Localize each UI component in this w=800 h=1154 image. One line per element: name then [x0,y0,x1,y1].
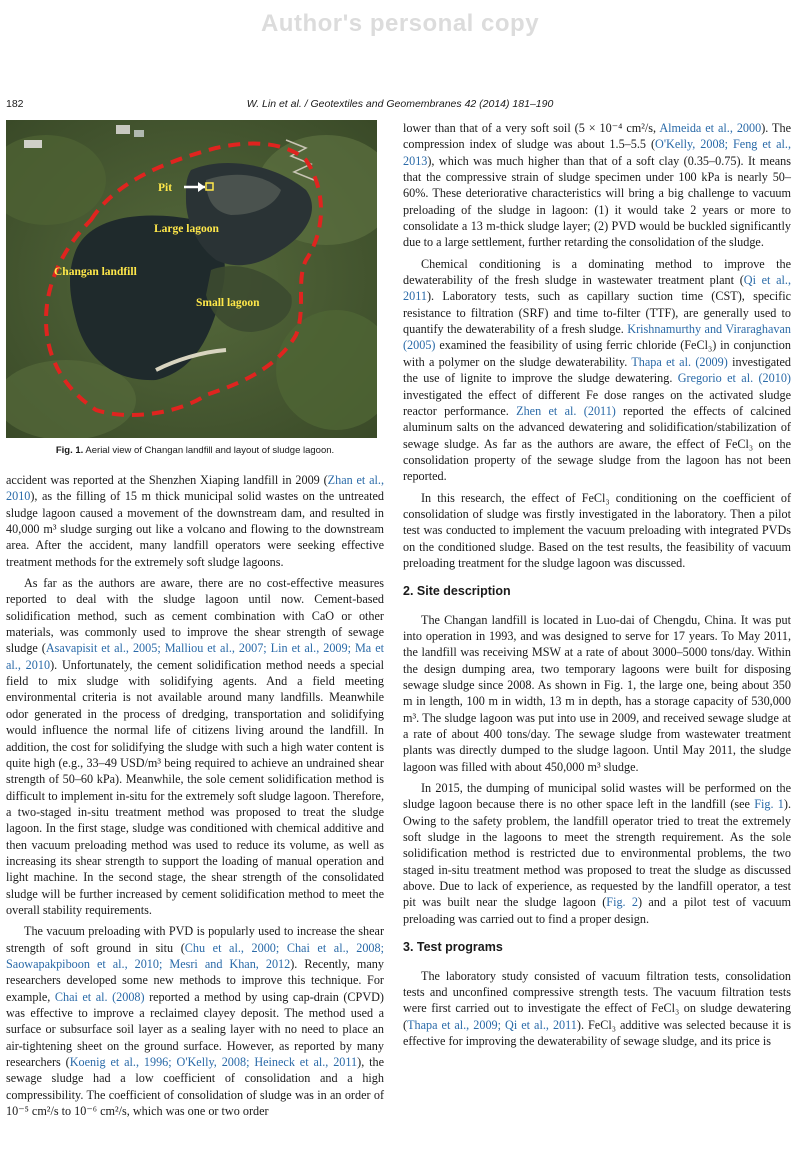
right-column [403,120,791,1054]
paragraph: The vacuum preloading with PVD is popularly used to increase the shear strength of soft ground in situ (Chu et al., 2000; Chai et al., 2008; Saowapakpiboon et al., 2010; Mesri and Khan, 2012). Recently, many researchers developed some new methods to improve this technique. For example, Chai et al. (2008) reported a method by using cap-drain (CPVD) was effective to improve a reclaimed clayey deposit. The method used a surface or subsurface soil layer as a sealing layer with no need to place an air-tightening sheet on the ground surface. However, as reported by many researchers (Koenig et al., 1996; O'Kelly, 2008; Heineck et al., 2011), the sewage sludge had a low coefficient of consolidation and a high compressibility. The coefficient of consolidation of sludge was in an order of 10⁻⁵ cm²/s to 10⁻⁶ cm²/s, which was one or two order [6,924,385,1119]
figure-1 [6,120,384,465]
citation-link[interactable]: Almeida et al., 2000 [659,121,762,135]
paragraph: Chemical conditioning is a dominating method to improve the dewaterability of the fresh sludge in wastewater treatment plant (Qi et al., 2011). Laboratory tests, such as capillary suction time (CST), specific resistance to filtration (SRF) and time to-filter (TTF), are generally used to quantify the dewaterability of a fresh sludge. Krishnamurthy and Viraraghavan (2005) examined the feasibility of using ferric chloride (FeCl₃) in conjunction with a polymer on the sludge dewaterability. Thapa et al. (2009) investigated the use of lignite to improve the sludge dewatering. Gregorio et al. (2010) investigated the effect of different Fe dose ranges on the activated sludge reactor performance. Zhen et al. (2011) reported the effects of calcined aluminum salts on the advanced dewatering and solidification/stabilization of sewage sludge. As far as the authors are aware, the effect of FeCl₃ on the consolidation property of the sewage sludge from the lagoon has not been reported. [403,256,792,484]
label-small-lagoon: Small lagoon [196,297,260,309]
aerial-map-illustration [6,120,377,438]
running-header [0,98,800,114]
citation-link[interactable]: Zhan et al., 2010 [6,473,384,504]
citation-link[interactable]: Chai et al. (2008) [54,989,145,1004]
figure-caption [6,445,384,456]
label-pit: Pit [158,182,173,194]
section-heading-test-programs: 3. Test programs [403,940,503,955]
figure-link[interactable]: Fig. 1 [754,797,784,812]
figure-caption-text: Aerial view of Changan landfill and layout of sludge lagoon. [85,445,335,456]
citation-link[interactable]: Zhen et al. (2011) [516,403,616,418]
label-large-lagoon: Large lagoon [154,223,219,235]
figure-link[interactable]: Fig. 2 [606,895,639,910]
section-heading-site-description: 2. Site description [403,584,511,599]
citation-link[interactable]: Krishnamurthy and Viraraghavan (2005) [403,322,791,353]
citation-link[interactable]: Asavapisit et al., 2005; Malliou et al., 2007; Lin et al., 2009; Ma et al., 2010 [6,641,384,672]
citation-link[interactable]: Thapa et al., 2009; Qi et al., 2011 [407,1017,577,1032]
citation-link[interactable]: Gregorio et al. (2010) [677,371,791,386]
citation-link[interactable]: Chu et al., 2000; Chai et al., 2008; Saowapakpiboon et al., 2010; Mesri and Khan, 2012 [6,940,385,971]
figure-label: Fig. 1. [55,445,84,456]
paragraph: accident was reported at the Shenzhen Xiaping landfill in 2009 (Zhan et al., 2010), as the filling of 15 m thick municipal solid wastes on the untreated sludge lagoon caused a movement of the downstream dam, and resulted in 40,000 m³ sludge surging out like a volcano and flowing to the downstream area. After the accident, many landfill operators were seeking effective treatment methods for the extremely soft sludge lagoons. [6,473,384,569]
paragraph: lower than that of a very soft soil (5 × 10⁻⁴ cm²/s, Almeida et al., 2000). The compression index of sludge was about 1.5–5.5 (O'Kelly, 2008; Feng et al., 2013), which was much higher than that of a soft clay (0.35–0.75). It means that the compressive strain of sludge specimen under 100 kPa is nearly 50–60%. These deteriorative characteristics will bring a big challenge to vacuum preloading of the sludge in lagoon: (1) it would take 2 years or more to consolidate a 13 m-thick sludge layer; (2) PVD would be buckled significantly due to a large settlement, further retarding the consolidation of the sludge. [403,121,791,250]
citation-link[interactable]: Qi et al., 2011 [403,273,791,304]
watermark: Author's personal copy [260,10,540,37]
left-column [6,472,384,1124]
journal-reference: W. Lin et al. / Geotextiles and Geomembranes 42 (2014) 181–190 [246,98,554,110]
citation-link[interactable]: Koenig et al., 1996; O'Kelly, 2008; Heineck et al., 2011 [69,1055,358,1070]
paragraph: As far as the authors are aware, there are no cost-effective measures reported to deal with the sludge lagoon until now. Cement-based solidification method, such as cement combination with CaO or other materials, was commonly used to improve the shear strength of sewage sludge (Asavapisit et al., 2005; Malliou et al., 2007; Lin et al., 2009; Ma et al., 2010). Unfortunately, the cement solidification method needs a special field to mix sludge with solidifying agents. And a field meeting environmental criteria is not available around many landfills. Meanwhile odor generated in the process of dredging, transportation and solidifying would influence the normal life of citizens living around the landfill. In addition, the cost for solidifying the sludge with such a high water content is quite high (e.g., 33–49 USD/m³ being required to achieve an undrained shear strength of 50–60 kPa). Meanwhile, the sole cement solidification method is difficult to implement in-situ for the extremely soft sludge lagoon. Therefore, a two-staged in-situ treatment method was proposed to treat the sludge lagoon. In the first stage, sludge was conditioned with chemical additive and then vacuum preloading method was used to reduce its volume, as well as increasing its shear strength to support the loading of manual operation and light machine. In the second stage, the shear strength of the consolidated sludge will be further increased by cement solidification method to meet the overall stability requirements. [6,576,385,917]
paragraph: In 2015, the dumping of municipal solid wastes will be performed on the sludge lagoon because there is no other space left in the landfill (see Fig. 1). Owing to the safety problem, the landfill operator tried to treat the extremely soft sludge in the lagoons to meet the strength requirement. As the sole solidification method is restricted due to environmental problems, the two staged in-situ treatment method was proposed to treat the sludge as discussed above. Due to lack of experience, as requested by the landfill operator, a test pit was built near the sludge lagoon (Fig. 2) and a pilot test of vacuum preloading was carried out to find a proper design. [403,781,791,926]
citation-link[interactable]: O'Kelly, 2008; Feng et al., 2013 [403,137,791,168]
paragraph: The laboratory study consisted of vacuum filtration tests, consolidation tests and unconfined compressive strength tests. The vacuum filtration tests were first carried out to investigate the effect of FeCl₃ on sludge dewatering (Thapa et al., 2009; Qi et al., 2011). FeCl₃ additive was selected because it is effective for improving the dewaterability of sewage sludge, and its price is [403,968,791,1048]
page-number: 182 [6,98,24,110]
aerial-photo [6,120,377,438]
citation-link[interactable]: Thapa et al. (2009) [631,354,728,369]
paragraph: In this research, the effect of FeCl₃ conditioning on the coefficient of consolidation of sludge was firstly investigated in the laboratory. Then a pilot test was conducted to implement the vacuum preloading with integrated PVDs on the conditioned sludge. Based on the test results, the feasibility of vacuum preloading treatment for the sludge lagoon was discussed. [403,490,791,570]
paragraph: The Changan landfill is located in Luo-dai of Chengdu, China. It was put into operation in 1993, and was designed to serve for 17 years. To May 2011, the landfill was receiving MSW at a rate of about 3000–5000 tons/day. Within the design dumping area, two temporary lagoons were built for disposing sewage sludge since 2008. As shown in Fig. 1, the large one, being about 350 m in length, 100 m in width, 13 m in depth, has a storage capacity of 530,000 m³. The sludge lagoon was put into use in 2009, and received sewage sludge at a rate of about 400 tons/day. The sewage sludge from wastewater treatment plants was directly dumped to the sludge lagoon. Until May 2011, the sludge lagoon was filled with about 450,000 m³ sludge. [403,612,791,774]
label-changan-landfill: Changan landfill [54,266,137,278]
